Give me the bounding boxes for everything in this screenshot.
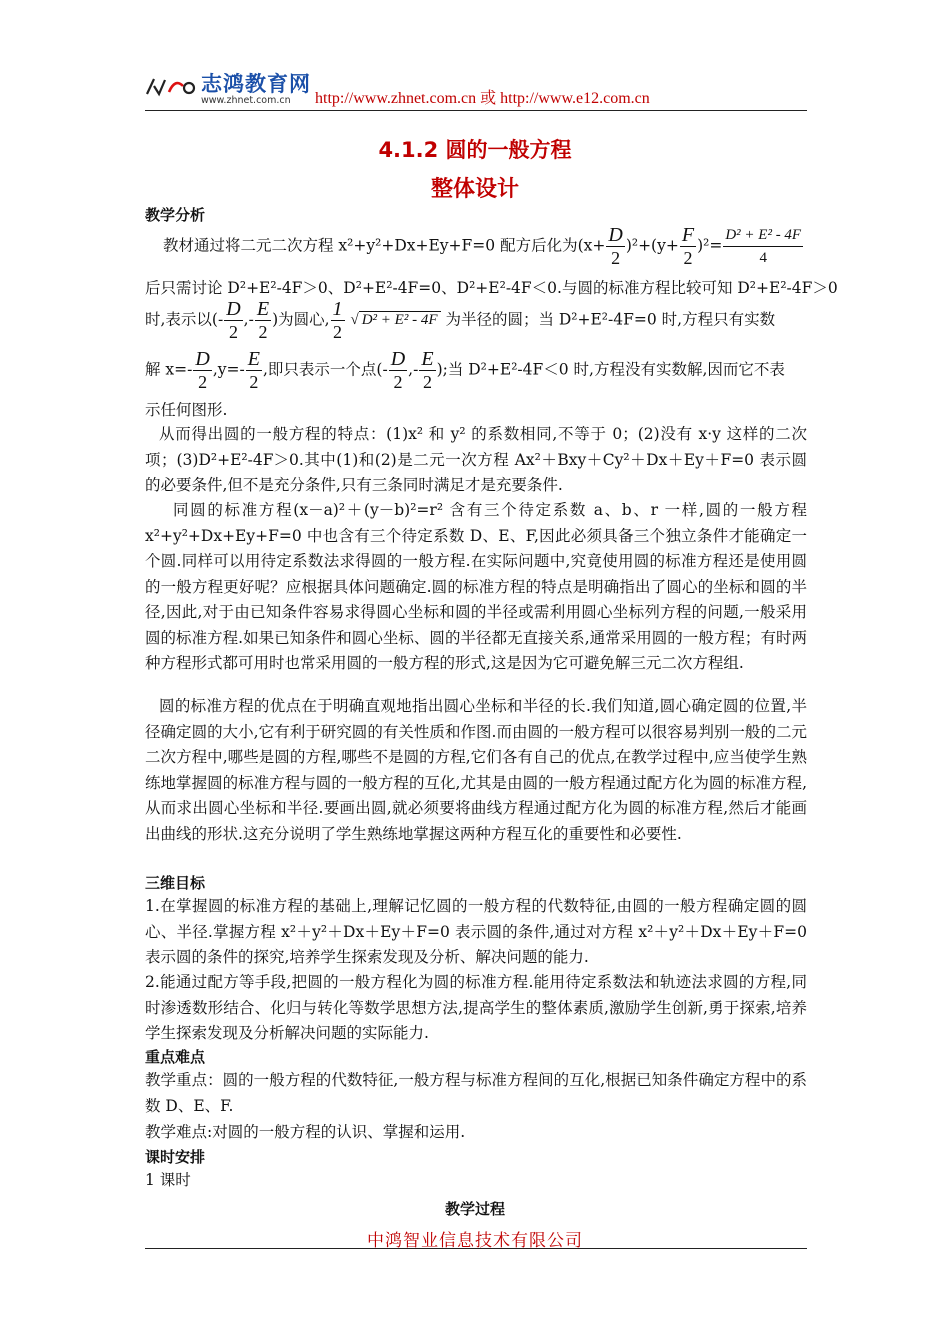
text-segment: ,- — [408, 360, 419, 379]
fraction-d-over-2 — [389, 348, 407, 393]
fraction-numerator: D — [226, 298, 241, 320]
text-segment: 解 x=- — [145, 360, 193, 379]
fraction-denominator: 4 — [723, 246, 803, 269]
text-segment: );当 D²+E²-4F＜0 时,方程没有实数解,因而它不表 — [436, 360, 785, 379]
fraction-numerator: E — [247, 348, 260, 370]
analysis-paragraph-4: 圆的标准方程的优点在于明确直观地指出圆心坐标和半径的长.我们知道,圆心确定圆的位置,半径确定圆的大小,它有利于研究圆的有关性质和作图.而由圆的一般方程可以很容易判别一般的二元二次方程中,哪些是圆的方程,哪些不是圆的方程,它们各有自己的优点,在教学过程中,应当使学生熟练地掌握圆的标准方程与圆的一般方程的互化,尤其是由圆的一般方程通过配方化为圆的标准方程,从而求出圆心坐标和半径.要画出圆,就必须要将曲线方程通过配方化为圆的标准方程,然后才能画出曲线的形状.这充分说明了学生熟练地掌握这两种方程互化的重要性和必要性. — [145, 697, 807, 843]
fraction-numerator: F — [681, 224, 695, 246]
fraction-numerator: E — [421, 348, 434, 370]
goal-item-2: 2.能通过配方等手段,把圆的一般方程化为圆的标准方程.能用待定系数法和轨迹法求圆的方程,同时渗透数形结合、化归与转化等数学思想方法,提高学生的整体素质,激励学生创新,勇于探索,培养学生探索发现及分析解决问题的实际能力. — [145, 973, 807, 1042]
key-point-focus: 教学重点：圆的一般方程的代数特征,一般方程与标准方程间的互化,根据已知条件确定方程中的系数 D、E、F. — [145, 1071, 807, 1115]
fraction-denominator: 2 — [246, 370, 262, 393]
radicand: D² + E² - 4F — [359, 311, 441, 328]
page-subtitle: 整体设计 — [430, 177, 519, 202]
text-segment: )²= — [697, 236, 723, 255]
analysis-line-4 — [145, 348, 807, 393]
logo-icon — [145, 74, 197, 98]
analysis-paragraph-2: 从而得出圆的一般方程的特点：(1)x² 和 y² 的系数相同,不等于 0；(2)没有 x·y 这样的二次项；(3)D²+E²-4F＞0.其中(1)和(2)是二元一次方程 Ax²＋Bxy＋Cy²＋Dx＋Ey＋F=0 表示圆的必要条件,但不是充分条件,只有三条同时满足才是充要条件. — [145, 425, 807, 494]
section-heading-goals: 三维目标 — [145, 874, 206, 892]
text-segment: 教材通过将二元二次方程 x²+y²+Dx+Ey+F=0 配方后化为(x+ — [163, 236, 606, 255]
goal-item-1: 1.在掌握圆的标准方程的基础上,理解记忆圆的一般方程的代数特征,由圆的一般方程确定圆的圆心、半径.掌握方程 x²＋y²＋Dx＋Ey＋F=0 表示圆的条件,通过对方程 x²＋y²＋Dx＋Ey＋F=0 表示圆的条件的探究,培养学生探索发现及分析、解决问题的能力. — [145, 897, 807, 966]
fraction-f-over-2 — [680, 224, 696, 269]
schedule-text: 1 课时 — [145, 1171, 191, 1189]
fraction-numerator: 1 — [332, 298, 343, 320]
section-heading-key-points: 重点难点 — [145, 1048, 206, 1066]
section-heading-analysis: 教学分析 — [145, 206, 206, 224]
fraction-numerator: D — [608, 224, 623, 246]
text-segment: )²+(y+ — [625, 236, 679, 255]
analysis-line-1 — [145, 224, 825, 269]
fraction-denominator: 2 — [331, 320, 345, 343]
fraction-e-over-2 — [419, 348, 435, 393]
text-segment: 时,表示以(- — [145, 310, 224, 329]
fraction-numerator: D — [195, 348, 210, 370]
analysis-line-5: 示任何图形. — [145, 401, 228, 419]
fraction-numerator: D — [390, 348, 406, 370]
footer-company: 中鸿智业信息技术有限公司 — [367, 1231, 583, 1251]
fraction-d-over-2 — [224, 298, 242, 343]
square-root-expression: √ D² + E² - 4F — [350, 312, 440, 329]
fraction-d-over-2 — [606, 224, 624, 269]
section-heading-process: 教学过程 — [444, 1200, 505, 1218]
footer-divider — [145, 1248, 807, 1249]
header-links[interactable]: http://www.zhnet.com.cn 或 http://www.e12.com.cn — [315, 90, 650, 107]
page-title: 4.1.2 圆的一般方程 — [378, 138, 572, 162]
fraction-discriminant-over-4 — [723, 224, 803, 269]
fraction-denominator: 2 — [224, 320, 242, 343]
analysis-line-3 — [145, 298, 807, 343]
logo-text: 志鸿教育网 — [201, 72, 311, 96]
fraction-denominator: 2 — [389, 370, 407, 393]
analysis-paragraph-3: 同圆的标准方程(x－a)²＋(y－b)²=r² 含有三个待定系数 a、b、r 一样,圆的一般方程 x²+y²+Dx+Ey+F=0 中也含有三个待定系数 D、E、F,因此必须具备三个独立条件才能确定一个圆.同样可以用待定系数法求得圆的一般方程.在实际问题中,究竟使用圆的标准方程还是使用圆的一般方程更好呢？应根据具体问题确定.圆的标准方程的特点是明确指出了圆心的坐标和圆的半径,因此,对于由已知条件容易求得圆心坐标和圆的半径或需利用圆心坐标列方程的问题,一般采用圆的标准方程.如果已知条件和圆心坐标、圆的半径都无直接关系,通常采用圆的一般方程；有时两种方程形式都可用时也常采用圆的一般方程的形式,这是因为它可避免解三元二次方程组. — [145, 501, 807, 672]
text-segment: ,即只表示一个点(- — [263, 360, 388, 379]
fraction-denominator: 2 — [606, 246, 624, 269]
text-segment: )为圆心, — [272, 310, 330, 329]
key-point-difficulty: 教学难点:对圆的一般方程的认识、掌握和运用. — [145, 1123, 466, 1141]
text-segment: 为半径的圆；当 D²+E²-4F=0 时,方程只有实数 — [445, 310, 776, 329]
logo-url: www.zhnet.com.cn — [201, 95, 291, 106]
analysis-line-2: 后只需讨论 D²+E²-4F＞0、D²+E²-4F=0、D²+E²-4F＜0.与圆的标准方程比较可知 D²+E²-4F＞0 — [145, 279, 838, 297]
fraction-denominator: 2 — [419, 370, 435, 393]
fraction-numerator: E — [256, 298, 270, 320]
fraction-one-half — [331, 298, 345, 343]
fraction-d-over-2 — [193, 348, 211, 393]
fraction-denominator: 2 — [680, 246, 696, 269]
text-segment: ,y=- — [212, 360, 245, 379]
fraction-denominator: 2 — [255, 320, 271, 343]
section-heading-schedule: 课时安排 — [145, 1148, 206, 1166]
fraction-numerator: D² + E² - 4F — [725, 227, 802, 243]
page-header — [145, 66, 807, 111]
fraction-denominator: 2 — [193, 370, 211, 393]
text-segment: ,- — [243, 310, 254, 329]
fraction-e-over-2 — [246, 348, 262, 393]
fraction-e-over-2 — [255, 298, 271, 343]
